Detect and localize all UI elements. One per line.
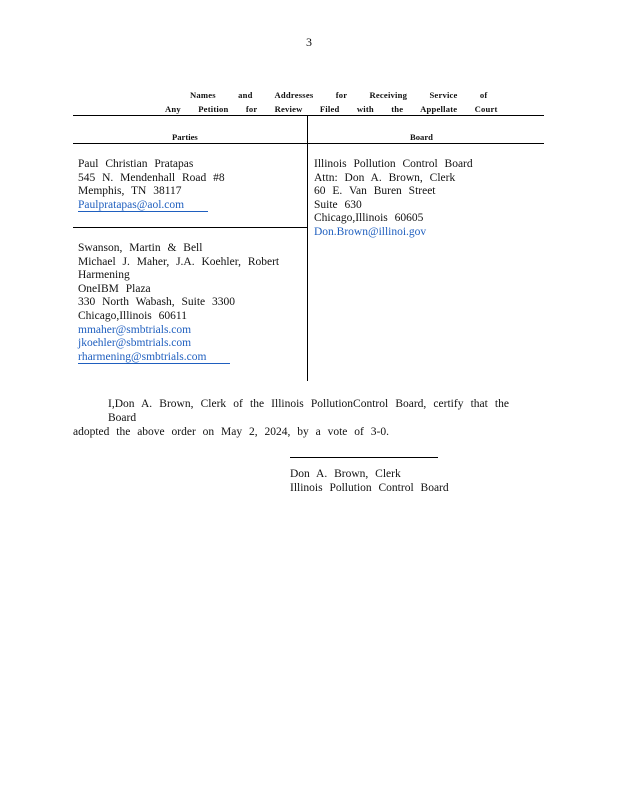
party-street: 330 North Wabash, Suite 3300 [78,296,236,309]
signer-organization: Illinois Pollution Control Board [290,481,449,494]
board-attention: Attn: Don A. Brown, Clerk [314,171,456,184]
party-building: OneIBM Plaza [78,282,151,295]
party-email-link[interactable]: mmaher@smbtrials.com [78,323,192,336]
party-email-link[interactable]: Paulpratapas@aol.com [78,199,208,212]
party-email-link[interactable]: rharmening@smbtrials.com [78,351,230,364]
board-email-link[interactable]: Don.Brown@illinoi.gov [314,225,427,238]
party-firm-name: Swanson, Martin & Bell [78,242,203,254]
board-street: 60 E. Van Buren Street [314,185,436,198]
table-top-rule [73,115,544,116]
board-name: Illinois Pollution Control Board [314,158,473,170]
signature-line [290,457,438,458]
party-address-block-swanson [78,242,279,364]
party-attorneys-continued: Harmening [78,269,130,282]
party-address-block-pratapas [78,158,225,212]
board-address-block [314,158,473,240]
party-city: Memphis, TN 38117 [78,185,182,198]
party-city: Chicago,Illinois 60611 [78,309,187,322]
table-heading-line-1: Names and Addresses for Receiving Service of [190,90,488,100]
certification-line-2: adopted the above order on May 2, 2024, by a vote of 3-0. [73,426,389,438]
party-street: 545 N. Mendenhall Road #8 [78,171,225,184]
column-header-parties: Parties [172,132,198,142]
parties-divider-rule [73,227,307,228]
column-divider [307,115,308,381]
party-attorneys: Michael J. Maher, J.A. Koehler, Robert [78,255,280,268]
table-heading-line-2: Any Petition for Review Filed with the Appellate Court [165,104,498,114]
page-number: 3 [306,35,312,49]
column-header-rule [73,143,544,144]
party-email-link[interactable]: jkoehler@sbmtrials.com [78,337,192,350]
party-name: Paul Christian Pratapas [78,158,194,170]
certification-paragraph [73,397,509,439]
signature-block [290,468,449,495]
certification-line-1: I,Don A. Brown, Clerk of the Illinois PollutionControl Board, certify that the Board [108,398,509,424]
signer-name: Don A. Brown, Clerk [290,468,401,480]
board-city: Chicago,Illinois 60605 [314,212,424,225]
board-suite: Suite 630 [314,198,362,211]
column-header-board: Board [410,132,433,142]
